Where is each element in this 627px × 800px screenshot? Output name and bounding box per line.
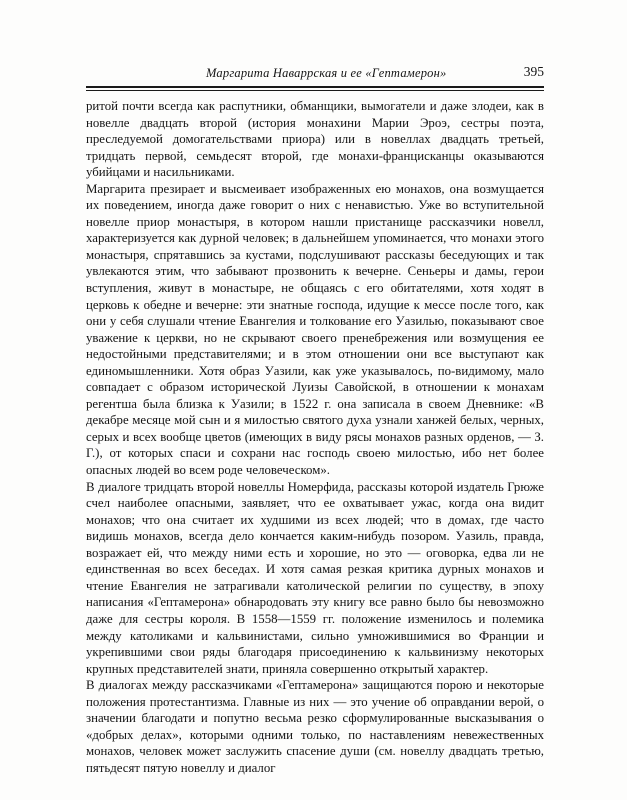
paragraph-continued: ритой почти всегда как распутники, обманщики, вымогатели и даже злодеи, как в новелле двадцать второй (история монахини Марии Эроэ, сестры поэта, преследуемой домогательствами приора) или в новеллах двадцать третьей, тридцать первой, семьдесят второй, где монахи-францисканцы оказываются убийцами и насильниками. [86, 99, 544, 180]
running-head: Маргарита Наваррская и ее «Гептамерон» [206, 66, 447, 80]
paragraph-nomerfida-dialogue: В диалоге тридцать второй новеллы Номерфида, рассказы которой издатель Грюже счел наиболее опасными, заявляет, что ее охватывает ужас, когда она видит монахов; что она считает их худшими из всех людей; что в домах, где часто видишь монахов, всегда дело кончается каким-нибудь позором. Уазиль, правда, возражает ей, что между ними есть и хорошие, но это — оговорка, едва ли не единственная во всех беседах. И хотя самая резкая критика дурных монахов и чтение Евангелия не затрагивали католической религии по существу, в эпоху написания «Гептамерона» обнародовать эту книгу все равно было бы невозможно даже для сестры короля. В 1558—1559 гг. положение изменилось и полемика между католиками и кальвинистами, сильно умножившимися во Франции и укрепившими свои ряды благодаря присоединению к кальвинизму некоторых крупных представителей знати, приняла совершенно открытый характер. [86, 479, 544, 676]
page-number: 395 [523, 64, 544, 79]
body-text [86, 98, 544, 776]
paragraph-margarita-monks: Маргарита презирает и высмеивает изображенных ею монахов, она возмущается их поведением, иногда даже говорит о них с ненавистью. Уже во вступительной новелле приор монастыря, в котором нашли пристанище рассказчики новелл, характеризуется как дурной человек; в дальнейшем упоминается, что монахи этого монастыря, спрятавшись за кустами, подслушивают рассказы беседующих и так увлекаются этим, что забывают прозвонить к вечерне. Сеньеры и дамы, герои вступления, живут в монастыре, не общаясь с его обитателями, хотя ходят в церковь к обедне и вечерне: эти знатные господа, идущие к мессе после того, как они у себя слушали чтение Евангелия и толкование его Уазилью, показывают свое уважение к церкви, но не скрывают своего пренебрежения или возмущения ее недостойными представителями; и в этом отношении они все выступают как единомышленники. Хотя образ Уазили, как уже указывалось, по-видимому, мало совпадает с образом исторической Луизы Савойской, в отношении к монахам регентша была близка к Уазили; в 1522 г. она записала в своем Дневнике: «В декабре месяце мой сын и я милостью святого духа узнали ханжей белых, черных, серых и всех вообще цветов (имеющих в виду рясы монахов разных орденов, — З. Г.), от которых спаси и сохрани нас господь своею милостью, ибо нет более опасных людей во всем роде человеческом». [86, 181, 544, 478]
header-rule-thin [86, 90, 544, 91]
paragraph-protestant-doctrine: В диалогах между рассказчиками «Гептамерона» защищаются порою и некоторые положения протестантизма. Главные из них — это учение об оправдании верой, о значении благодати и попутно весьма резко сформулированные высказывания о «добрых делах», которыми одними только, по наставлениям невежественных монахов, человек может заслужить спасение души (см. новеллу двадцать третью, пятьдесят пятую новеллу и диалог [86, 678, 544, 775]
page-header [86, 66, 544, 86]
header-rule-thick [86, 86, 544, 88]
